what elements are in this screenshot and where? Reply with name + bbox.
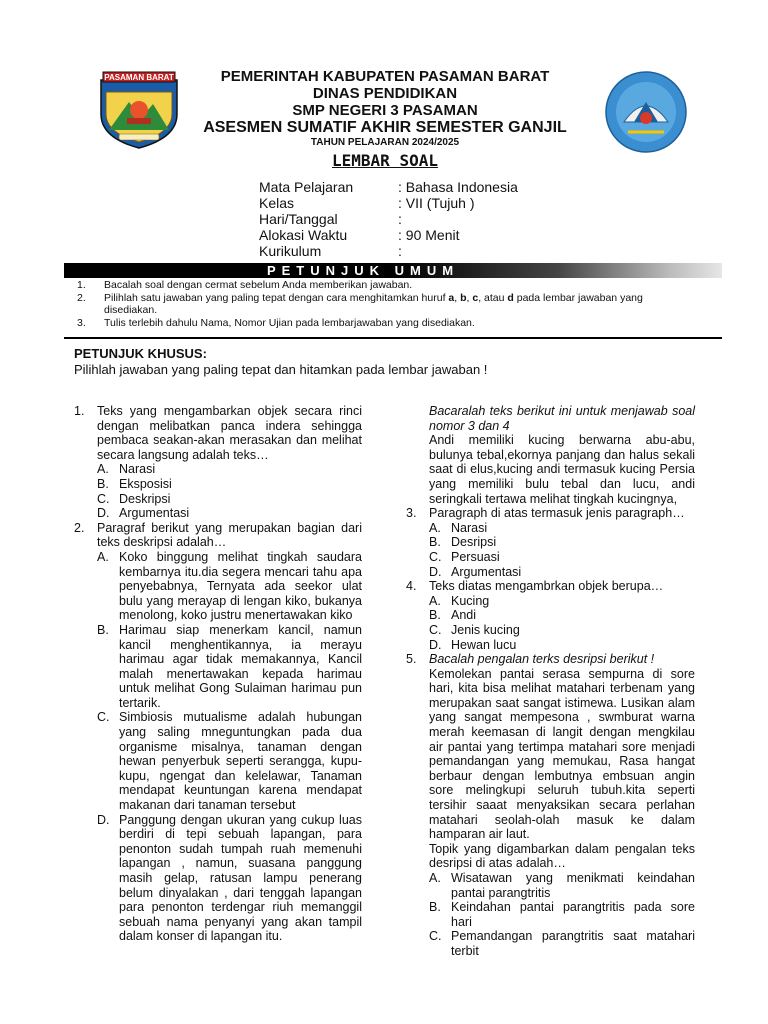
answer-option: D. Argumentasi [429,564,522,579]
question-text: Teks yang mengambarkan objek secara rinci dengan melibatkan panca indera sehingga pembaca seakan-akan merasakan dan melihat secara langsung adalah teks… [97,404,362,462]
question-text: Teks diatas mengambrkan objek berupa… [429,579,664,594]
question-text: Topik yang digambarkan dalam pengalan teks desripsi di atas adalah… [429,841,695,871]
special-instructions-text: Pilihlah jawaban yang paling tepat dan hitamkan pada lembar jawaban ! [74,362,488,377]
answer-option: B. Harimau siap menerkam kancil, namun kancil menghentikannya, ia merayu harimau agar tidak memakannya, Kancil malah menertawakan kepada harimau untuk melihat Gong Sulaiman harimau pun tertarik. [97,622,362,710]
tut-wuri-handayani-logo [604,70,688,154]
answer-option: C. Pemandangan parangtritis saat matahari terbit [429,929,695,958]
answer-option: D. Argumentasi [97,506,190,521]
pasaman-barat-logo [97,70,181,150]
info-label: Hari/Tanggal [259,211,338,227]
info-value: : [398,211,402,227]
header-line-1: PEMERINTAH KABUPATEN PASAMAN BARAT [220,68,550,85]
answer-option: D. Hewan lucu [429,637,517,652]
school-year: TAHUN PELAJARAN 2024/2025 [310,137,460,148]
answer-option: D. Panggung dengan ukuran yang cukup luas berdiri di tepi sebuah lapangan, para penonton sudah tumpah ruah memenuhi lapangan , namun, suasana panggung masih gelap, ratusan lampu penerang belum dinyalakan , dari tenggah lapangan para penonton terdengar riuh memanggil sebuah nama penyanyi yang akan tampil dalam konser di lapangan itu. [97,812,362,944]
question-5 [406,652,695,958]
question-number: 3. [406,506,417,521]
answer-option: C. Jenis kucing [429,622,520,637]
special-instructions-heading: PETUNJUK KHUSUS: [74,346,207,361]
info-label: Alokasi Waktu [259,227,348,243]
passage-text: Kemolekan pantai serasa sempurna di sore hari, kita bisa melihat matahari terbenam yang merupakan saat sangat istimewa. Lusikan alam yang sangat mempesona , swmburat warna merah keemasan di langit dengan mengkilau air pantai yang tertimpa matahari sore menjadi pemandangan yang memukau, Rasa hangat berbaur dengan lembutnya embsuan angin sore melingkupi seluruh tubuh.kita seperti tersihir saaat menyaksikan secara perlahan matahari seolah-olah masuk ke dalam hamparan air laut. [429,666,695,842]
question-3 [406,506,695,579]
question-number: 2. [74,520,85,535]
info-row [259,195,518,211]
instruction-number: 1. [77,279,86,291]
instruction-number: 3. [77,316,86,329]
info-value: : VII (Tujuh ) [398,195,475,211]
question-4 [406,579,695,652]
answer-option: C. Simbiosis mutualisme adalah hubungan yang saling mneguntungkan pada dua organisme misalnya, tanaman dengan hewan penyerbuk seperti serangga, kupu-kupu, ngengat dan kelelawar, Tanaman mendapat keuntungan karena mendapat makanan dari tanaman tersebut [97,710,362,813]
left-column [74,404,362,944]
pasaman-barat-logo-text: PASAMAN BARAT [104,73,174,82]
question-number: 5. [406,652,417,667]
header-line-4: ASESMEN SUMATIF AKHIR SEMESTER GANJIL [203,119,567,136]
question-2 [74,521,362,944]
answer-option: C. Deskripsi [97,491,171,506]
right-column [406,404,695,959]
question-1 [74,404,362,521]
info-row [259,179,518,195]
instruction-number: 2. [77,291,86,304]
header [180,68,590,170]
info-row [259,243,518,259]
question-text: Paragraf berikut yang merupakan bagian dari teks deskripsi adalah… [97,520,362,550]
special-instructions [74,346,714,377]
info-label: Kelas [259,195,295,211]
passage-text: Andi memiliki kucing berwarna abu-abu, bulunya tebal,ekornya panjang dan halus sekali saat di elus,kucing andi termasuk kucing Persia yang memiliki bulu tebal dan lucu, andi seringkali tertawa melihat tingkah kucingnya, [429,433,695,506]
answer-option: A. Kucing [429,593,490,608]
general-instructions-banner [64,263,722,278]
banner-text: PETUNJUK UMUM [266,263,460,278]
info-value: : [398,243,402,259]
instruction-item [77,317,697,330]
info-label: Kurikulum [259,243,322,259]
answer-option: B. Andi [429,608,477,623]
answer-option: B. Eksposisi [97,476,172,491]
answer-option: B. Desripsi [429,535,497,550]
instruction-item [77,279,697,292]
answer-option: A. Narasi [429,520,488,535]
answer-option: A. Narasi [97,462,156,477]
info-row [259,211,518,227]
question-number: 1. [74,404,85,418]
instruction-text: Bacalah soal dengan cermat sebelum Anda memberikan jawaban. [104,279,413,291]
answer-option: C. Persuasi [429,549,500,564]
general-instructions [77,279,697,329]
answer-option: A. Wisatawan yang menikmati keindahan pantai parangtritis [429,871,695,900]
info-value: : 90 Menit [398,227,460,243]
question-number: 4. [406,579,417,594]
passage-intro: Bacaralah teks berikut ini untuk menjawab soal nomor 3 dan 4 [429,404,695,433]
info-row [259,227,518,243]
info-label: Mata Pelajaran [259,179,354,195]
question-text: Paragraph di atas termasuk jenis paragraph… [429,506,685,521]
instruction-item [77,292,697,317]
exam-info [259,179,518,259]
answer-option: A. Koko binggung melihat tingkah saudara kembarnya itu.dia segera mencari tahu apa penyebabnya, Ternyata ada seekor ulat bulu yang merayap di lengan kiko, bukanya menolong, koko justru menertawakan kiko [97,549,362,623]
instruction-text: Tulis terlebih dahulu Nama, Nomor Ujian pada lembarjawaban yang disediakan. [104,316,475,329]
document-title: LEMBAR SOAL [332,151,438,170]
header-line-3: SMP NEGERI 3 PASAMAN [292,102,478,119]
passage-intro: Bacalah pengalan terks desripsi berikut ! [429,652,655,667]
divider [64,337,722,339]
instruction-text: Pilihlah satu jawaban yang paling tepat dengan cara menghitamkan huruf a, b, c, atau d pada lembar jawaban yang disediakan. [104,291,643,316]
header-line-2: DINAS PENDIDIKAN [312,85,458,102]
info-value: : Bahasa Indonesia [398,179,518,195]
answer-option: B. Keindahan pantai parangtritis pada sore hari [429,900,695,929]
